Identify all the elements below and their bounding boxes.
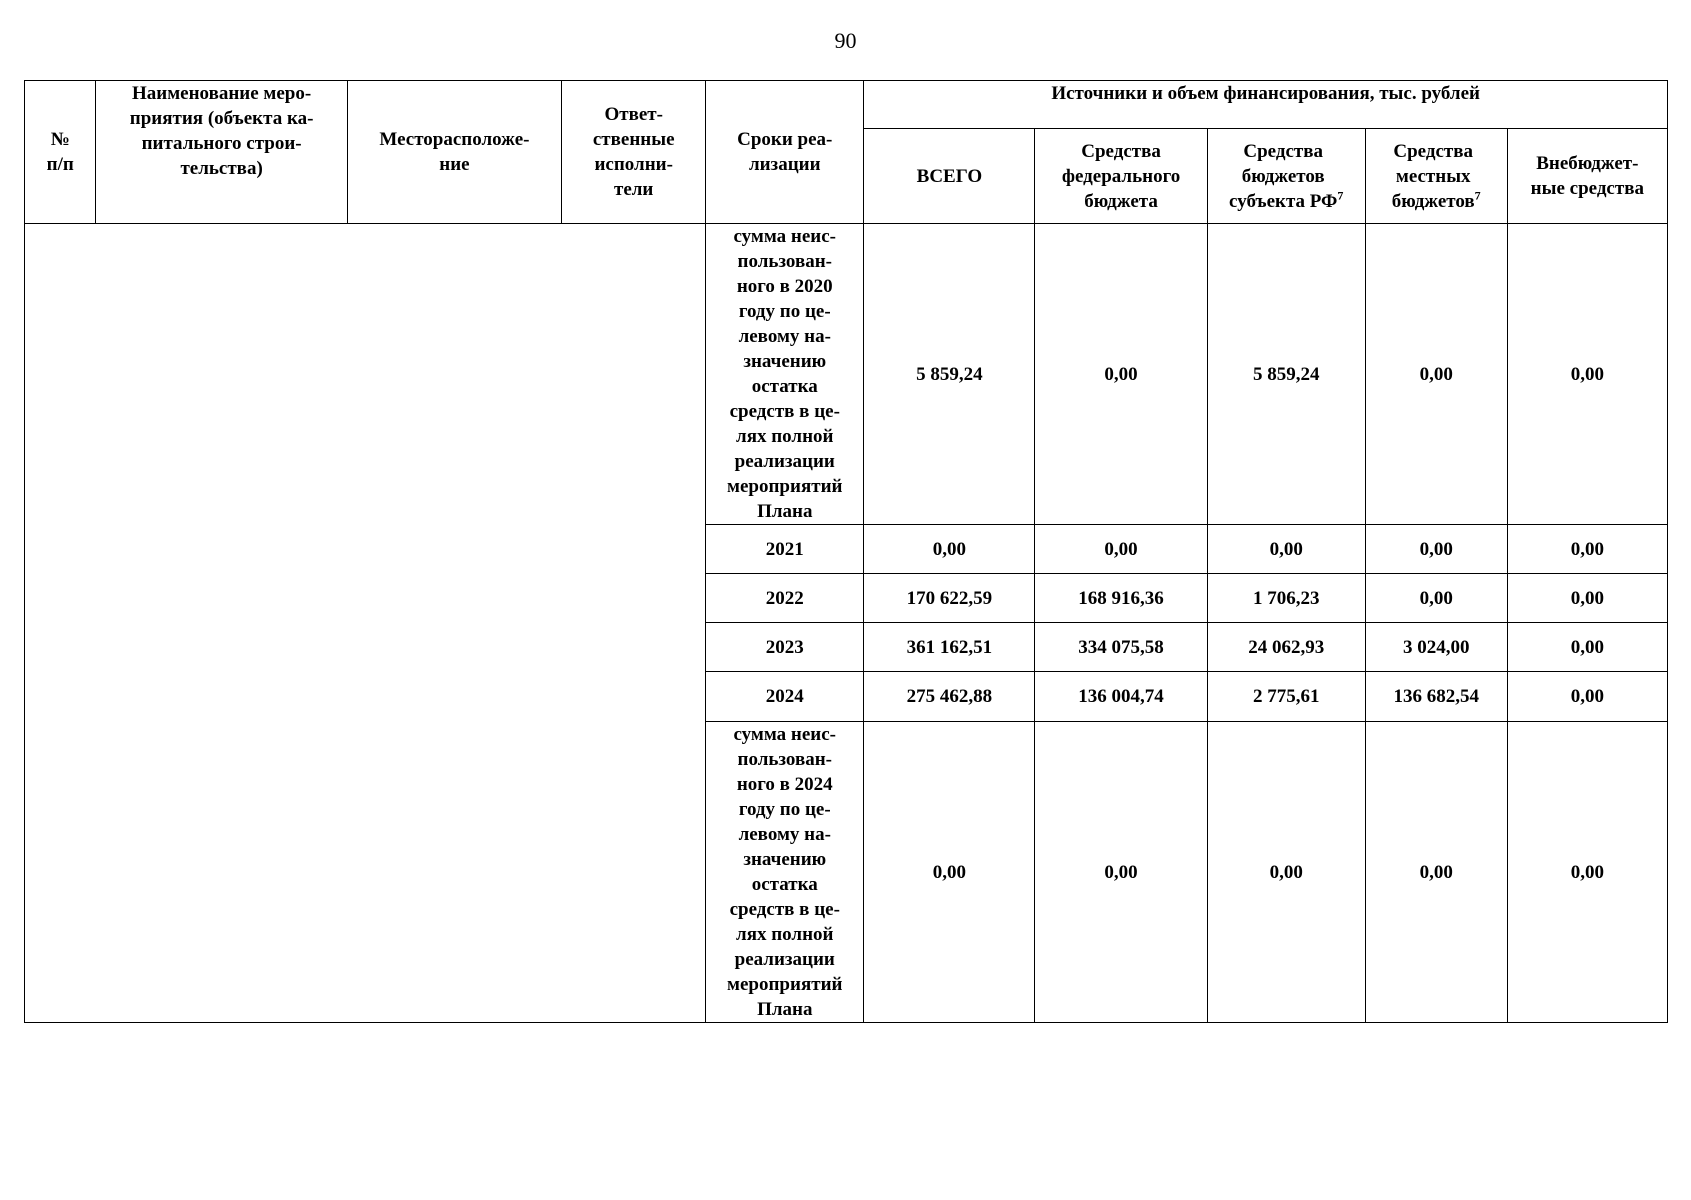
period-cell: 2021 bbox=[706, 525, 864, 574]
header-extrabudgetary: Внебюджет- ные средства bbox=[1507, 129, 1667, 224]
total-cell: 0,00 bbox=[864, 722, 1035, 1023]
header-period: Сроки реа- лизации bbox=[706, 81, 864, 224]
local-cell: 0,00 bbox=[1365, 722, 1507, 1023]
period-cell: 2023 bbox=[706, 623, 864, 672]
extrabudgetary-cell: 0,00 bbox=[1507, 623, 1667, 672]
period-cell: сумма неис- пользован- ного в 2024 году по це- левому на- значению остатка средств в це- лях полной реализации мероприятий Плана bbox=[706, 722, 864, 1023]
total-cell: 170 622,59 bbox=[864, 574, 1035, 623]
federal-cell: 0,00 bbox=[1035, 224, 1207, 525]
table-row bbox=[25, 224, 1668, 525]
subject-cell: 2 775,61 bbox=[1207, 672, 1365, 722]
financing-table bbox=[24, 80, 1668, 1023]
header-federal: Средства федерального бюджета bbox=[1035, 129, 1207, 224]
extrabudgetary-cell: 0,00 bbox=[1507, 672, 1667, 722]
federal-cell: 0,00 bbox=[1035, 722, 1207, 1023]
period-cell: 2024 bbox=[706, 672, 864, 722]
local-cell: 0,00 bbox=[1365, 574, 1507, 623]
header-total: ВСЕГО bbox=[864, 129, 1035, 224]
header-local: Средства местных бюджетов$^7$ bbox=[1365, 129, 1507, 224]
subject-cell: 0,00 bbox=[1207, 525, 1365, 574]
subject-cell: 1 706,23 bbox=[1207, 574, 1365, 623]
header-funding-sources: Источники и объем финансирования, тыс. рублей bbox=[864, 81, 1668, 129]
local-cell: 0,00 bbox=[1365, 525, 1507, 574]
footnote-mark: 7 bbox=[1337, 188, 1344, 203]
federal-cell: 334 075,58 bbox=[1035, 623, 1207, 672]
extrabudgetary-cell: 0,00 bbox=[1507, 574, 1667, 623]
period-cell: сумма неис- пользован- ного в 2020 году по це- левому на- значению остатка средств в це- лях полной реализации мероприятий Плана bbox=[706, 224, 864, 525]
federal-cell: 136 004,74 bbox=[1035, 672, 1207, 722]
total-cell: 5 859,24 bbox=[864, 224, 1035, 525]
subject-cell: 24 062,93 bbox=[1207, 623, 1365, 672]
local-cell: 136 682,54 bbox=[1365, 672, 1507, 722]
page-number: 90 bbox=[834, 28, 857, 53]
total-cell: 0,00 bbox=[864, 525, 1035, 574]
local-cell: 0,00 bbox=[1365, 224, 1507, 525]
total-cell: 275 462,88 bbox=[864, 672, 1035, 722]
extrabudgetary-cell: 0,00 bbox=[1507, 525, 1667, 574]
federal-cell: 168 916,36 bbox=[1035, 574, 1207, 623]
subject-cell: 5 859,24 bbox=[1207, 224, 1365, 525]
footnote-mark: 7 bbox=[1474, 188, 1481, 203]
local-cell: 3 024,00 bbox=[1365, 623, 1507, 672]
header-number: № п/п bbox=[25, 81, 96, 224]
header-event-name: Наименование меро- приятия (объекта ка- питального строи- тельства) bbox=[96, 81, 347, 224]
federal-cell: 0,00 bbox=[1035, 525, 1207, 574]
total-cell: 361 162,51 bbox=[864, 623, 1035, 672]
period-cell: 2022 bbox=[706, 574, 864, 623]
header-location: Месторасположе- ние bbox=[347, 81, 561, 224]
subject-cell: 0,00 bbox=[1207, 722, 1365, 1023]
merged-empty-cell bbox=[25, 224, 706, 1023]
header-responsible: Ответ- ственные исполни- тели bbox=[562, 81, 706, 224]
extrabudgetary-cell: 0,00 bbox=[1507, 224, 1667, 525]
extrabudgetary-cell: 0,00 bbox=[1507, 722, 1667, 1023]
header-subject: Средства бюджетов субъекта $РФ^7$ bbox=[1207, 129, 1365, 224]
